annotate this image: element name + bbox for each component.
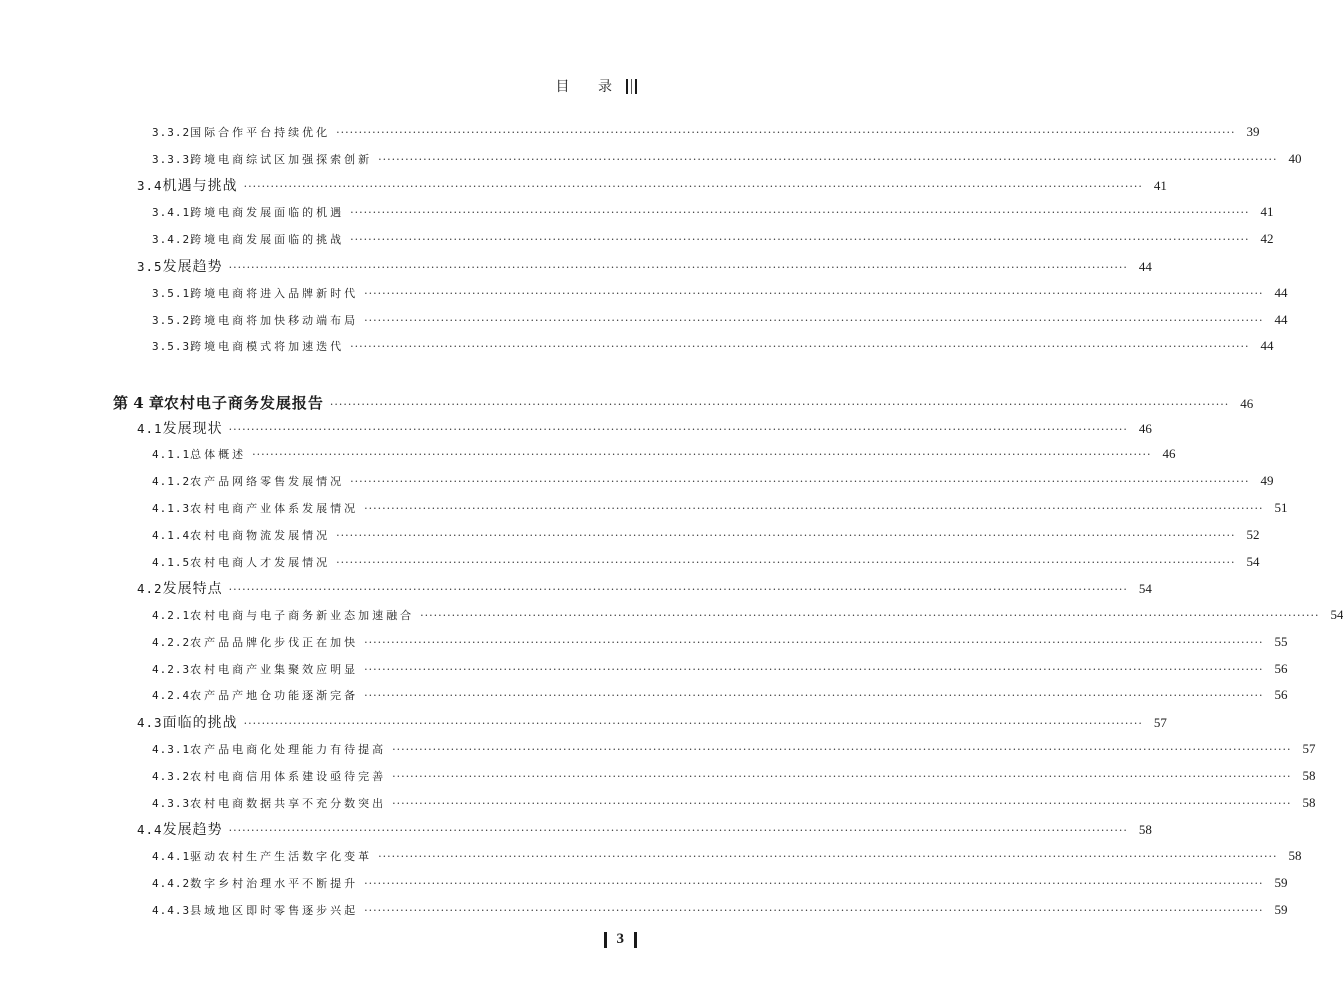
toc-entry-page: 56 <box>1274 687 1288 702</box>
toc-subsection-entry[interactable] <box>0 552 1260 572</box>
toc-dot-leader: ········································································································································································································ <box>392 743 1292 756</box>
toc-subsection-entry[interactable] <box>0 229 1274 249</box>
toc-entry-page: 58 <box>1288 848 1302 863</box>
toc-subsection-entry[interactable] <box>0 873 1288 893</box>
toc-section-entry[interactable] <box>0 578 1152 598</box>
toc-entry-title: 农村电商数据共享不充分数突出 <box>190 797 387 810</box>
toc-subsection-entry[interactable] <box>0 793 1316 813</box>
toc-dot-leader: ········································································································································································································ <box>243 180 1143 193</box>
toc-dot-leader: ········································································································································································································ <box>420 609 1320 622</box>
toc-dot-leader: ········································································································································································································ <box>329 397 1230 411</box>
toc-dot-leader: ········································································································································································································ <box>350 340 1250 353</box>
footer-bar-left <box>604 932 607 948</box>
toc-entry-number: 3.4 <box>137 178 163 193</box>
toc-dot-leader: ········································································································································································································ <box>392 770 1292 783</box>
toc-entry-page: 54 <box>1138 581 1152 596</box>
toc-subsection-entry[interactable] <box>0 766 1316 786</box>
toc-entry-number: 4.1.3 <box>152 502 191 515</box>
toc-entry-number: 4.4.3 <box>152 904 191 917</box>
toc-entry-page: 52 <box>1246 527 1260 542</box>
toc-entry-number: 4.3.1 <box>152 743 191 756</box>
toc-entry-page: 55 <box>1274 634 1288 649</box>
toc-dot-leader: ········································································································································································································ <box>378 850 1278 863</box>
toc-dot-leader: ········································································································································································································ <box>228 261 1128 274</box>
toc-entry-page: 57 <box>1153 715 1167 730</box>
toc-entry-number: 4.2.4 <box>152 689 191 702</box>
toc-entry-number: 4.4.1 <box>152 850 191 863</box>
toc-entry-title: 跨境电商发展面临的挑战 <box>190 233 345 246</box>
toc-dot-leader: ········································································································································································································ <box>378 153 1278 166</box>
toc-entry-title: 跨境电商综试区加强探索创新 <box>190 153 373 166</box>
toc-dot-leader: ········································································································································································································ <box>350 475 1250 488</box>
toc-entry-page: 56 <box>1274 661 1288 676</box>
toc-subsection-entry[interactable] <box>0 739 1316 759</box>
toc-dot-leader: ········································································································································································································ <box>228 583 1128 596</box>
toc-entry-title: 发展特点 <box>162 581 223 597</box>
toc-section-entry[interactable] <box>0 175 1167 195</box>
toc-dot-leader: ········································································································································································································ <box>243 717 1143 730</box>
toc-entry-number: 4.1.1 <box>152 448 191 461</box>
toc-dot-leader: ········································································································································································································ <box>336 529 1236 542</box>
toc-entry-page: 42 <box>1260 231 1274 246</box>
toc-entry-page: 51 <box>1274 500 1288 515</box>
toc-entry-number: 3.5.3 <box>152 340 191 353</box>
toc-entry-page: 44 <box>1274 312 1288 327</box>
toc-section-entry[interactable] <box>0 418 1152 438</box>
toc-dot-leader: ········································································································································································································ <box>364 904 1264 917</box>
toc-subsection-entry[interactable] <box>0 149 1302 169</box>
toc-entry-page: 54 <box>1330 607 1343 622</box>
toc-dot-leader: ········································································································································································································ <box>228 824 1128 837</box>
toc-entry-number: 3.5.1 <box>152 287 191 300</box>
toc-entry-number: 4.3.2 <box>152 770 191 783</box>
toc-dot-leader: ········································································································································································································ <box>350 233 1250 246</box>
toc-entry-page: 46 <box>1162 446 1176 461</box>
toc-dot-leader: ········································································································································································································ <box>228 423 1128 436</box>
toc-entry-title: 驱动农村生产生活数字化变革 <box>190 850 373 863</box>
toc-dot-leader: ········································································································································································································ <box>364 314 1264 327</box>
toc-entry-number: 4.2.1 <box>152 609 191 622</box>
toc-entry-title: 农村电商物流发展情况 <box>190 529 331 542</box>
toc-entry-page: 54 <box>1246 554 1260 569</box>
toc-entry-number: 3.5 <box>137 259 163 274</box>
toc-entry-title: 农村电商产业集聚效应明显 <box>190 663 359 676</box>
toc-subsection-entry[interactable] <box>0 632 1288 652</box>
toc-entry-title: 面临的挑战 <box>162 715 238 731</box>
toc-subsection-entry[interactable] <box>0 685 1288 705</box>
toc-dot-leader: ········································································································································································································ <box>392 797 1292 810</box>
toc-subsection-entry[interactable] <box>0 310 1288 330</box>
toc-subsection-entry[interactable] <box>0 659 1288 679</box>
toc-dot-leader: ········································································································································································································ <box>350 206 1250 219</box>
toc-entry-number: 4.2.2 <box>152 636 191 649</box>
header-bars-ornament <box>626 79 637 94</box>
running-header-label: 目 录 <box>555 79 624 95</box>
toc-entry-title: 农村电商信用体系建设亟待完善 <box>190 770 387 783</box>
toc-dot-leader: ········································································································································································································ <box>364 287 1264 300</box>
toc-subsection-entry[interactable] <box>0 605 1343 625</box>
toc-entry-title: 跨境电商将加快移动端布局 <box>190 314 359 327</box>
toc-entry-number: 3.4.1 <box>152 206 191 219</box>
toc-subsection-entry[interactable] <box>0 283 1288 303</box>
toc-dot-leader: ········································································································································································································ <box>364 689 1264 702</box>
toc-subsection-entry[interactable] <box>0 336 1274 356</box>
toc-entry-title: 跨境电商将进入品牌新时代 <box>190 287 359 300</box>
toc-entry-number: 4.1.4 <box>152 529 191 542</box>
toc-subsection-entry[interactable] <box>0 525 1260 545</box>
toc-subsection-entry[interactable] <box>0 202 1274 222</box>
toc-dot-leader: ········································································································································································································ <box>336 556 1236 569</box>
toc-entry-title: 数字乡村治理水平不断提升 <box>190 877 359 890</box>
toc-entry-number: 4.1.2 <box>152 475 191 488</box>
toc-subsection-entry[interactable] <box>0 444 1176 464</box>
toc-entry-page: 39 <box>1246 124 1260 139</box>
toc-subsection-entry[interactable] <box>0 122 1260 142</box>
toc-entry-page: 49 <box>1260 473 1274 488</box>
toc-entry-page: 44 <box>1138 259 1152 274</box>
toc-entry-number: 4.4.2 <box>152 877 191 890</box>
toc-entry-title: 发展趋势 <box>162 259 223 275</box>
toc-entry-title: 农村电商人才发展情况 <box>190 556 331 569</box>
toc-entry-title: 跨境电商发展面临的机遇 <box>190 206 345 219</box>
toc-dot-leader: ········································································································································································································ <box>364 636 1264 649</box>
toc-section-entry[interactable] <box>0 819 1152 839</box>
toc-dot-leader: ········································································································································································································ <box>364 663 1264 676</box>
toc-entry-number: 4.2.3 <box>152 663 191 676</box>
toc-entry-page: 46 <box>1138 421 1152 436</box>
toc-subsection-entry[interactable] <box>0 900 1288 920</box>
toc-subsection-entry[interactable] <box>0 846 1302 866</box>
toc-entry-page: 57 <box>1302 741 1316 756</box>
toc-entry-page: 41 <box>1260 204 1274 219</box>
toc-dot-leader: ········································································································································································································ <box>252 448 1152 461</box>
toc-entry-page: 58 <box>1138 822 1152 837</box>
toc-entry-number: 4.1.5 <box>152 556 191 569</box>
toc-entry-title: 机遇与挑战 <box>162 178 238 194</box>
running-header <box>556 76 637 96</box>
toc-entry-title: 农产品品牌化步伐正在加快 <box>190 636 359 649</box>
toc-entry-title: 总体概述 <box>190 448 247 461</box>
toc-dot-leader: ········································································································································································································ <box>364 502 1264 515</box>
toc-entry-number: 4.3.3 <box>152 797 191 810</box>
toc-entry-title: 发展趋势 <box>162 822 223 838</box>
footer-bar-right <box>634 932 637 948</box>
toc-entry-title: 农村电商与电子商务新业态加速融合 <box>190 609 415 622</box>
toc-entry-number: 4.4 <box>137 822 163 837</box>
toc-entry-number: 4.3 <box>137 715 163 730</box>
toc-entry-page: 41 <box>1153 178 1167 193</box>
toc-entry-title: 农产品网络零售发展情况 <box>190 475 345 488</box>
toc-entry-page: 46 <box>1240 395 1254 411</box>
toc-section-entry[interactable] <box>0 712 1167 732</box>
toc-entry-number: 3.3.3 <box>152 153 191 166</box>
toc-entry-title: 农村电子商务发展报告 <box>163 393 324 412</box>
toc-entry-number: 第 4 章 <box>113 393 164 412</box>
toc-entry-page: 58 <box>1302 795 1316 810</box>
toc-entry-number: 3.3.2 <box>152 126 191 139</box>
toc-entry-page: 58 <box>1302 768 1316 783</box>
toc-entry-title: 农产品产地仓功能逐渐完备 <box>190 689 359 702</box>
toc-chapter-entry[interactable] <box>0 392 1254 412</box>
toc-entry-number: 3.5.2 <box>152 314 191 327</box>
toc-entry-page: 44 <box>1260 338 1274 353</box>
toc-entry-title: 国际合作平台持续优化 <box>190 126 331 139</box>
toc-entry-title: 发展现状 <box>162 421 223 437</box>
toc-subsection-entry[interactable] <box>0 498 1288 518</box>
toc-entry-title: 跨境电商模式将加速迭代 <box>190 340 345 353</box>
toc-dot-leader: ········································································································································································································ <box>364 877 1264 890</box>
toc-entry-page: 59 <box>1274 902 1288 917</box>
toc-entry-page: 44 <box>1274 285 1288 300</box>
toc-entry-page: 59 <box>1274 875 1288 890</box>
toc-section-entry[interactable] <box>0 256 1152 276</box>
page-number: 3 <box>616 931 624 947</box>
page-footer <box>604 931 638 948</box>
toc-entry-title: 农村电商产业体系发展情况 <box>190 502 359 515</box>
toc-entry-number: 3.4.2 <box>152 233 191 246</box>
toc-entry-title: 县域地区即时零售逐步兴起 <box>190 904 359 917</box>
toc-dot-leader: ········································································································································································································ <box>336 126 1236 139</box>
toc-subsection-entry[interactable] <box>0 471 1274 491</box>
toc-entry-title: 农产品电商化处理能力有待提高 <box>190 743 387 756</box>
toc-entry-number: 4.1 <box>137 421 163 436</box>
toc-entry-number: 4.2 <box>137 581 163 596</box>
toc-entry-page: 40 <box>1288 151 1302 166</box>
